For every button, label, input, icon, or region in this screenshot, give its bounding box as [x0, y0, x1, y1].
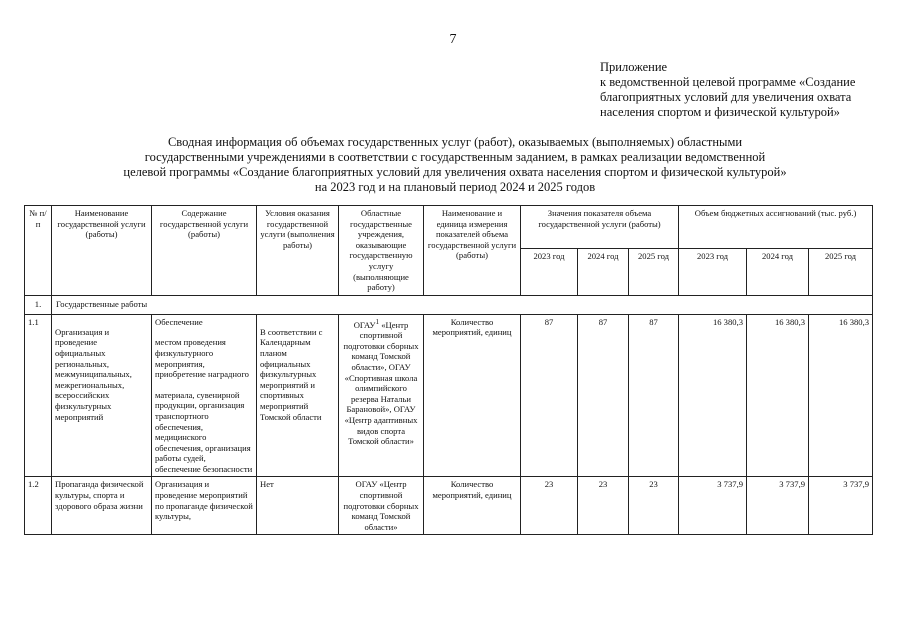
header-year: 2023 год — [679, 248, 747, 295]
row-budget: 3 737,9 — [747, 477, 809, 535]
row-volume: 87 — [629, 314, 679, 477]
title-line: Сводная информация об объемах государственных услуг (работ), оказываемых (выполняемых) областными — [167, 135, 743, 149]
row-institutions-text: «Центр спортивной подготовки сборных команд Томской области», ОГАУ «Спортивная школа олимпийского резерва Натальи Барановой», ОГАУ «Центр адаптивных видов спорта Томской области» — [343, 319, 419, 447]
row-institutions-prefix: ОГАУ — [353, 319, 376, 330]
row-content: Организация и проведение мероприятий по пропаганде физической культуры, — [152, 477, 257, 535]
section-row — [25, 295, 873, 314]
header-institutions: Областные государственные учреждения, оказывающие государственную услугу (выполняющие работу) — [339, 206, 424, 296]
row-volume: 23 — [629, 477, 679, 535]
header-budget-group: Объем бюджетных ассигнований (тыс. руб.) — [679, 206, 873, 249]
table-row — [25, 314, 873, 477]
header-year: 2025 год — [809, 248, 873, 295]
row-service-name — [52, 314, 152, 477]
row-num: 1.1 — [25, 314, 52, 477]
row-content-part: Обеспечение — [155, 316, 203, 327]
row-conditions-text: В соответствии с Календарным планом официальных физкультурных мероприятий и спортивных мероприятий Томской области — [260, 326, 323, 422]
row-volume: 23 — [521, 477, 578, 535]
header-service-name: Наименование государственной услуги (работы) — [52, 206, 152, 296]
row-indicator: Количество мероприятий, единиц — [424, 477, 521, 535]
row-institutions — [339, 314, 424, 477]
appendix-line: к ведомственной целевой программе «Создание — [600, 75, 856, 89]
row-service-name: Пропаганда физической культуры, спорта и здорового образа жизни — [52, 477, 152, 535]
header-year: 2025 год — [629, 248, 679, 295]
header-volume-group: Значения показателя объема государственной услуги (работы) — [521, 206, 679, 249]
footnote-marker: 1 — [375, 317, 380, 326]
row-conditions — [257, 314, 339, 477]
row-indicator: Количество мероприятий, единиц — [424, 314, 521, 477]
row-content — [152, 314, 257, 477]
row-institutions: ОГАУ «Центр спортивной подготовки сборных команд Томской области» — [339, 477, 424, 535]
header-year: 2024 год — [578, 248, 629, 295]
header-indicator: Наименование и единица измерения показателей объема государственной услуги (работы) — [424, 206, 521, 296]
header-conditions: Условия оказания государственной услуги (выполнения работы) — [257, 206, 339, 296]
document-title — [60, 135, 850, 195]
header-num: № п/п — [25, 206, 52, 296]
row-conditions: Нет — [257, 477, 339, 535]
title-line: государственными учреждениями в соответствии с государственным заданием, в рамках реализации ведомственной — [144, 150, 766, 164]
row-budget: 16 380,3 — [747, 314, 809, 477]
row-content-part: местом проведения физкультурного мероприятия, приобретение наградного — [155, 337, 249, 380]
row-num: 1.2 — [25, 477, 52, 535]
header-row — [25, 206, 873, 249]
row-service-name-text: Организация и проведение официальных региональных, межмуниципальных, межрегиональных, всероссийских физкультурных мероприятий — [55, 326, 132, 422]
row-volume: 87 — [521, 314, 578, 477]
appendix-line: Приложение — [600, 60, 668, 74]
row-volume: 23 — [578, 477, 629, 535]
row-volume: 87 — [578, 314, 629, 477]
title-line: на 2023 год и на плановый период 2024 и 2025 годов — [314, 180, 596, 194]
row-content-part: материала, сувенирной продукции, организация транспортного обеспечения, медицинского обеспечения, организация работы судей, обеспечение безопасности — [155, 389, 253, 474]
appendix-line: благоприятных условий для увеличения охвата — [600, 90, 852, 104]
section-num: 1. — [25, 295, 52, 314]
header-year: 2023 год — [521, 248, 578, 295]
appendix-header — [600, 60, 890, 120]
header-year: 2024 год — [747, 248, 809, 295]
section-label: Государственные работы — [52, 295, 873, 314]
page-number: 7 — [449, 32, 457, 47]
row-budget: 16 380,3 — [679, 314, 747, 477]
title-line: целевой программы «Создание благоприятных условий для увеличения охвата населения спортом и физической культурой» — [123, 165, 787, 179]
row-budget: 3 737,9 — [679, 477, 747, 535]
table-row — [25, 477, 873, 535]
services-table — [24, 205, 873, 535]
row-budget: 3 737,9 — [809, 477, 873, 535]
header-content: Содержание государственной услуги (работы) — [152, 206, 257, 296]
appendix-line: населения спортом и физической культурой» — [600, 105, 840, 119]
row-budget: 16 380,3 — [809, 314, 873, 477]
